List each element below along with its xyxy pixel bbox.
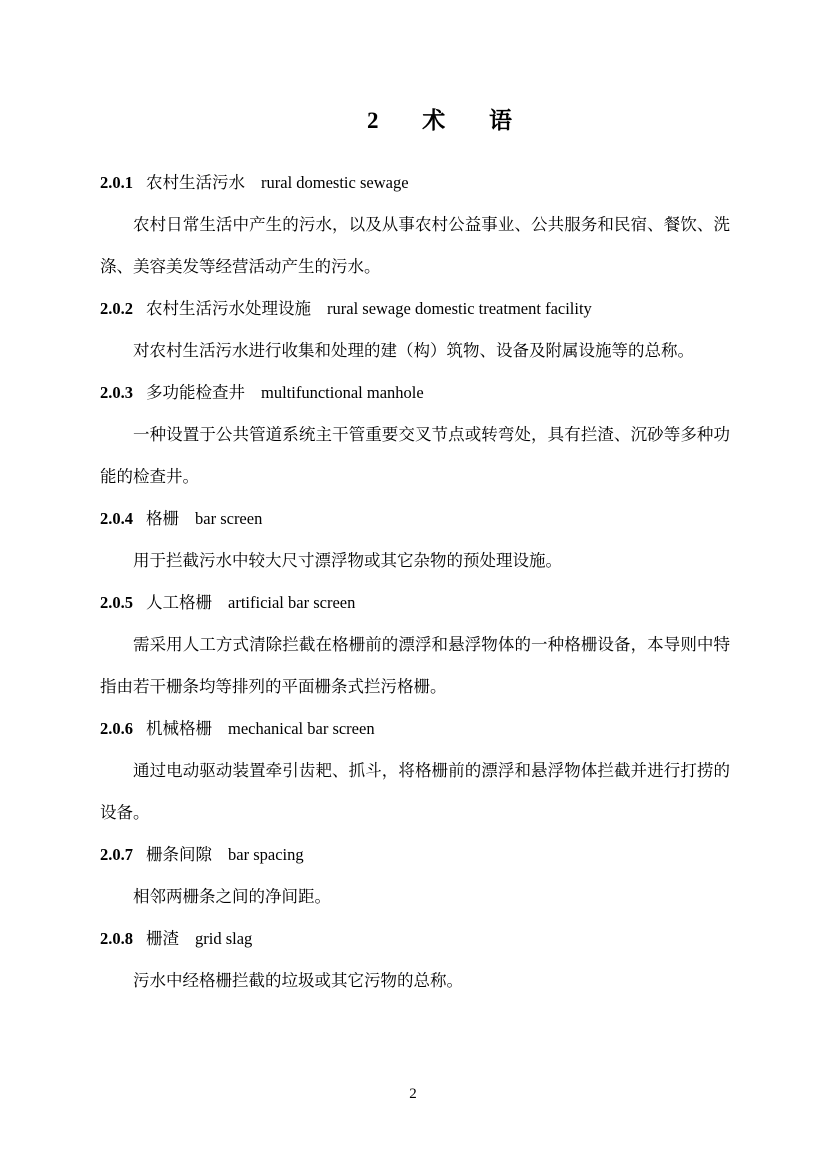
term-english: mechanical bar screen	[228, 719, 375, 738]
term-definition: 农村日常生活中产生的污水，以及从事农村公益事业、公共服务和民宿、餐饮、洗涤、美容美发等经营活动产生的污水。	[100, 215, 730, 276]
term-number: 2.0.8	[100, 929, 133, 948]
term-number: 2.0.3	[100, 383, 133, 402]
term-chinese: 栅条间隙	[146, 845, 212, 864]
term-definition: 通过电动驱动装置牵引齿耙、抓斗，将格栅前的漂浮和悬浮物体拦截并进行打捞的设备。	[100, 761, 730, 822]
term-number: 2.0.6	[100, 719, 133, 738]
term-english: artificial bar screen	[228, 593, 356, 612]
term-definition: 需采用人工方式清除拦截在格栅前的漂浮和悬浮物体的一种格栅设备，本导则中特指由若干栅条均等排列的平面栅条式拦污格栅。	[100, 635, 730, 696]
term-heading	[100, 708, 730, 750]
term-english: rural sewage domestic treatment facility	[327, 299, 592, 318]
term-english: bar spacing	[228, 845, 304, 864]
term-number: 2.0.7	[100, 845, 133, 864]
term-heading	[100, 372, 730, 414]
term-number: 2.0.5	[100, 593, 133, 612]
term-chinese: 格栅	[146, 509, 179, 528]
term-chinese: 机械格栅	[146, 719, 212, 738]
term-english: multifunctional manhole	[261, 383, 424, 402]
term-english: grid slag	[195, 929, 253, 948]
term-heading	[100, 498, 730, 540]
term-english: rural domestic sewage	[261, 173, 409, 192]
term-chinese: 多功能检查井	[146, 383, 245, 402]
term-english: bar screen	[195, 509, 263, 528]
term-entry	[100, 288, 730, 372]
term-definition: 对农村生活污水进行收集和处理的建（构）筑物、设备及附属设施等的总称。	[133, 341, 694, 360]
term-entry	[100, 708, 730, 834]
term-heading	[100, 834, 730, 876]
term-chinese: 人工格栅	[146, 593, 212, 612]
term-entry	[100, 372, 730, 498]
term-entry	[100, 498, 730, 582]
term-definition: 污水中经格栅拦截的垃圾或其它污物的总称。	[133, 971, 463, 990]
term-number: 2.0.4	[100, 509, 133, 528]
page-number: 2	[409, 1086, 417, 1102]
term-entry	[100, 918, 730, 1002]
term-heading	[100, 582, 730, 624]
term-entry	[100, 162, 730, 288]
term-entry	[100, 834, 730, 918]
term-chinese: 栅渣	[146, 929, 179, 948]
term-number: 2.0.1	[100, 173, 133, 192]
terms-list	[100, 162, 730, 1002]
term-chinese: 农村生活污水处理设施	[146, 299, 311, 318]
term-heading	[100, 288, 730, 330]
chapter-title: 2 术 语	[367, 108, 513, 133]
term-entry	[100, 582, 730, 708]
term-number: 2.0.2	[100, 299, 133, 318]
term-heading	[100, 918, 730, 960]
term-definition: 一种设置于公共管道系统主干管重要交叉节点或转弯处，具有拦渣、沉砂等多种功能的检查井。	[100, 425, 730, 486]
term-definition: 用于拦截污水中较大尺寸漂浮物或其它杂物的预处理设施。	[133, 551, 562, 570]
term-heading	[100, 162, 730, 204]
term-definition: 相邻两栅条之间的净间距。	[133, 887, 331, 906]
term-chinese: 农村生活污水	[146, 173, 245, 192]
